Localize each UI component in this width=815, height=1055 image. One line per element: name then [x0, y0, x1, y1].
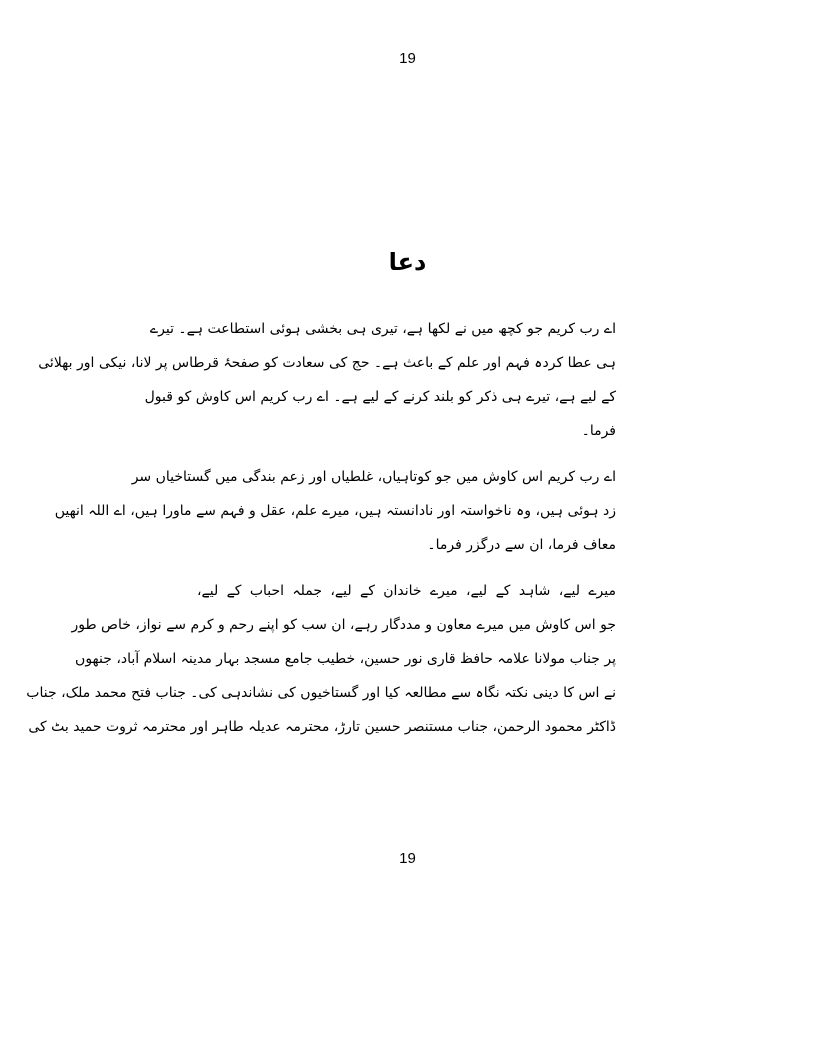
page-title: دعا [388, 248, 427, 276]
paragraph-2 [54, 460, 616, 562]
text-line: زد ہوئی ہیں، وہ ناخواستہ اور نادانستہ ہیں، میرے علم، عقل و فہم سے ماورا ہیں، اے اللہ انھیں [54, 503, 616, 519]
paragraph-3 [26, 574, 616, 744]
text-line: نے اس کا دینی نکتہ نگاہ سے مطالعہ کیا اور گستاخیوں کی نشاندہی کی۔ جناب فتح محمد ملک، جناب [26, 685, 616, 701]
paragraph-1 [38, 312, 616, 448]
prayer-text [26, 312, 616, 756]
text-line: جو اس کاوش میں میرے معاون و مددگار رہے، ان سب کو اپنے رحم و کرم سے نواز، خاص طور [71, 617, 616, 633]
page-number-bottom: 19 [399, 850, 416, 867]
text-line: ڈاکٹر محمود الرحمن، جناب مستنصر حسین تارڑ، محترمہ عدیلہ طاہر اور محترمہ ثروت حمید بٹ کی [28, 719, 616, 735]
text-line: میرے لیے، شاہد کے لیے، میرے خاندان کے لیے، جملہ احباب کے لیے، [197, 583, 616, 599]
text-line: اے رب کریم جو کچھ میں نے لکھا ہے، تیری ہی بخشی ہوئی استطاعت ہے۔ تیرے [149, 321, 616, 337]
page-number-top: 19 [399, 50, 416, 67]
text-line: فرما۔ [581, 423, 616, 439]
text-line: ہی عطا کردہ فہم اور علم کے باعث ہے۔ حج کی سعادت کو صفحۂ قرطاس پر لانا، نیکی اور بھلائی [38, 355, 616, 371]
text-line: معاف فرما، ان سے درگزر فرما۔ [427, 537, 616, 553]
text-line: پر جناب مولانا علامہ حافظ قاری نور حسین، خطیب جامع مسجد بہار مدینہ اسلام آباد، جنھوں [75, 651, 616, 667]
text-line: اے رب کریم اس کاوش میں جو کوتاہیاں، غلطیاں اور زعم بندگی میں گستاخیاں سر [131, 469, 616, 485]
text-line: کے لیے ہے، تیرے ہی ذکر کو بلند کرنے کے لیے ہے۔ اے رب کریم اس کاوش کو قبول [144, 389, 616, 405]
